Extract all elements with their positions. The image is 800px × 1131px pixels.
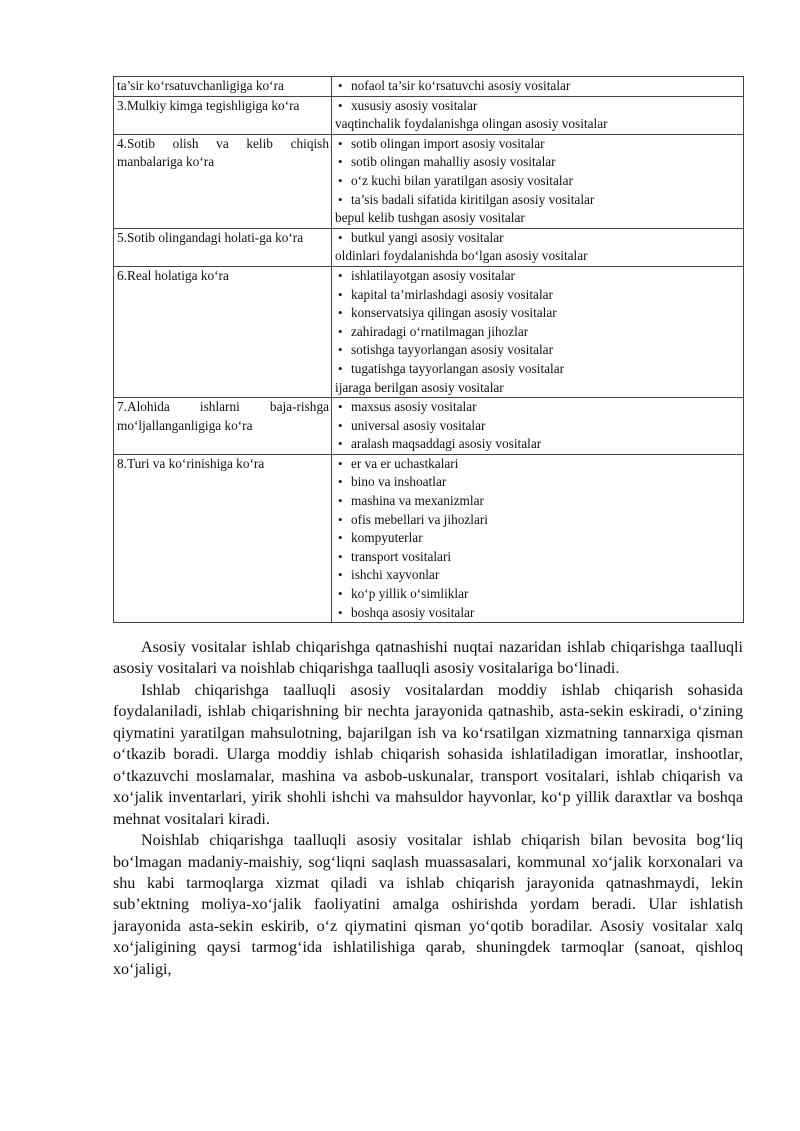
- criterion-label: 6.Real holatiga ko‘ra: [117, 267, 229, 283]
- unbulleted-item: oldinlari foydalanishda bo‘lgan asosiy vositalar: [335, 248, 588, 264]
- list-item: • ta’sis badali sifatida kiritilgan asosiy vositalar: [335, 191, 741, 210]
- criterion-cell: [114, 134, 332, 228]
- unbulleted-item: bepul kelib tushgan asosiy vositalar: [335, 210, 525, 226]
- items-cell: [332, 96, 744, 134]
- paragraph: Noishlab chiqarishga taalluqli asosiy vositalar ishlab chiqarish bilan bevosita bog‘liq bo‘lmagan madaniy-maishiy, sog‘liqni saqlash muassasalari, kommunal xo‘jalik korxonalari va shu kabi tarmoqlarga xizmat qiladi va ishlab chiqarish jarayonida qatnashmaydi, lekin sub’ektning moliya-xo‘jalik faoliyatini amalga oshirishda yordam beradi. Ular ishlatish jarayonida asta-sekin eskirib, o‘z qiymatini qisman yo‘qotib boradilar. Asosiy vositalar xalq xo‘jaligining qaysi tarmog‘ida ishlatilishiga qarab, shuningdek tarmoqlar (sanoat, qishloq xo‘jaligi,: [113, 832, 743, 978]
- list-item: • xususiy asosiy vositalar: [335, 97, 741, 116]
- item-list: [335, 97, 741, 116]
- table-row: [114, 266, 744, 397]
- list-item: • ko‘p yillik o‘simliklar: [335, 585, 741, 604]
- criterion-label: 3.Mulkiy kimga tegishligiga ko‘ra: [117, 97, 300, 113]
- table-row: [114, 454, 744, 622]
- criterion-label: 5.Sotib olingandagi holati-ga ko‘ra: [117, 229, 304, 245]
- criterion-cell: [114, 398, 332, 455]
- list-item: • tugatishga tayyorlangan asosiy vositalar: [335, 360, 741, 379]
- list-item: • sotishga tayyorlangan asosiy vositalar: [335, 341, 741, 360]
- list-item: • butkul yangi asosiy vositalar: [335, 229, 741, 248]
- criterion-label: 7.Alohida ishlarni baja-rishga mo‘ljallanganligiga ko‘ra: [117, 399, 329, 433]
- items-cell: [332, 266, 744, 397]
- table-row: [114, 134, 744, 228]
- list-item: • boshqa asosiy vositalar: [335, 604, 741, 623]
- item-list: [335, 398, 741, 454]
- list-item: • aralash maqsaddagi asosiy vositalar: [335, 435, 741, 454]
- criterion-label: ta’sir ko‘rsatuvchanligiga ko‘ra: [117, 78, 284, 93]
- criterion-label: 8.Turi va ko‘rinishiga ko‘ra: [117, 455, 265, 471]
- list-item: • sotib olingan import asosiy vositalar: [335, 135, 741, 154]
- item-list: [335, 267, 741, 379]
- list-item: • sotib olingan mahalliy asosiy vositalar: [335, 153, 741, 172]
- criterion-label: 4.Sotib olish va kelib chiqish manbalariga ko‘ra: [117, 135, 329, 170]
- list-item: • universal asosiy vositalar: [335, 417, 741, 436]
- criterion-cell: [114, 228, 332, 266]
- table-row: [114, 77, 744, 97]
- items-cell: [332, 398, 744, 455]
- items-cell: [332, 134, 744, 228]
- unbulleted-item: ijaraga berilgan asosiy vositalar: [335, 379, 504, 395]
- body-text: [113, 637, 743, 980]
- table-row: [114, 398, 744, 455]
- paragraph: Ishlab chiqarishga taalluqli asosiy vositalardan moddiy ishlab chiqarish sohasida foydalaniladi, ishlab chiqarishning bir nechta jarayonida qatnashib, asta-sekin eskiradi, o‘zining qiymatini yaratilgan mahsulotning, bajarilgan ish va ko‘rsatilgan xizmatning tannarxiga qisman o‘tkazib boradi. Ularga moddiy ishlab chiqarish sohasida ishlatiladigan imoratlar, inshootlar, o‘tkazuvchi moslamalar, mashina va asbob-uskunalar, transport vositalari, ishlab chiqarish va xo‘jalik inventarlari, yirik shohli ishchi va mahsuldor hayvonlar, ko‘p yillik daraxtlar va boshqa mehnat vositalari kiradi.: [113, 681, 743, 828]
- list-item: • maxsus asosiy vositalar: [335, 398, 741, 417]
- items-cell: [332, 77, 744, 97]
- list-item: • transport vositalari: [335, 548, 741, 567]
- criterion-cell: [114, 77, 332, 97]
- items-cell: [332, 454, 744, 622]
- criterion-cell: [114, 96, 332, 134]
- list-item: • mashina va mexanizmlar: [335, 492, 741, 511]
- criterion-cell: [114, 454, 332, 622]
- classification-table: [113, 76, 744, 623]
- unbulleted-item: vaqtinchalik foydalanishga olingan asosiy vositalar: [335, 116, 608, 132]
- list-item: • kapital ta’mirlashdagi asosiy vositalar: [335, 286, 741, 305]
- item-list: [335, 135, 741, 209]
- list-item: • ishchi xayvonlar: [335, 566, 741, 585]
- table-row: [114, 228, 744, 266]
- item-list: [335, 455, 741, 622]
- table-row: [114, 96, 744, 134]
- list-item: • zahiradagi o‘rnatilmagan jihozlar: [335, 323, 741, 342]
- criterion-cell: [114, 266, 332, 397]
- paragraph: Asosiy vositalar ishlab chiqarishga qatnashishi nuqtai nazaridan ishlab chiqarishga taalluqli asosiy vositalari va noishlab chiqarishga taalluqli asosiy vositalariga bo‘linadi.: [113, 639, 743, 678]
- list-item: • kompyuterlar: [335, 529, 741, 548]
- list-item: • er va er uchastkalari: [335, 455, 741, 474]
- list-item: • ishlatilayotgan asosiy vositalar: [335, 267, 741, 286]
- list-item: • ofis mebellari va jihozlari: [335, 511, 741, 530]
- item-list: [335, 77, 741, 96]
- list-item: • bino va inshoatlar: [335, 473, 741, 492]
- list-item: • nofaol ta’sir ko‘rsatuvchi asosiy vositalar: [335, 77, 741, 96]
- item-list: [335, 229, 741, 248]
- list-item: • o‘z kuchi bilan yaratilgan asosiy vositalar: [335, 172, 741, 191]
- items-cell: [332, 228, 744, 266]
- list-item: • konservatsiya qilingan asosiy vositalar: [335, 304, 741, 323]
